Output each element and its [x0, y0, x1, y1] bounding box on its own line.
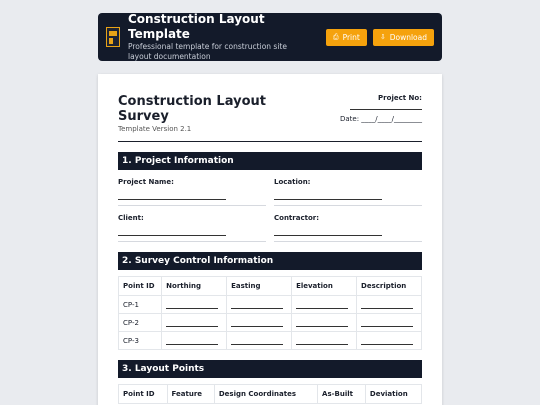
- project-meta: [340, 94, 422, 123]
- printer-icon: ⎙: [332, 32, 339, 41]
- print-button[interactable]: [326, 29, 367, 46]
- project-no-line[interactable]: [350, 102, 422, 110]
- print-label: Print: [342, 32, 360, 42]
- construction-logo-icon: [106, 27, 120, 47]
- description-cell[interactable]: [357, 314, 422, 332]
- point-id-cell: CP-1: [119, 296, 162, 314]
- download-label: Download: [389, 32, 427, 42]
- table-header-row: [119, 385, 422, 404]
- column-header: Easting: [227, 277, 292, 296]
- table-row: [119, 332, 422, 350]
- elevation-cell[interactable]: [292, 296, 357, 314]
- description-cell[interactable]: [357, 296, 422, 314]
- project-info-grid: [118, 170, 422, 242]
- project-no-label: Project No:: [378, 94, 422, 102]
- column-header: Deviation: [365, 385, 421, 404]
- document-page: [98, 74, 442, 405]
- date-field[interactable]: Date: ____/____/________: [339, 115, 422, 123]
- section-survey-control: 2. Survey Control Information: [118, 252, 422, 270]
- contractor-line[interactable]: [274, 222, 382, 236]
- header-subtitle: Professional template for construction site layout documentation: [128, 42, 287, 61]
- northing-cell[interactable]: [162, 332, 227, 350]
- column-header: Design Coordinates: [214, 385, 317, 404]
- table-row: [119, 314, 422, 332]
- elevation-cell[interactable]: [292, 332, 357, 350]
- template-version: Template Version 2.1: [118, 125, 192, 133]
- project-name-line[interactable]: [118, 186, 226, 200]
- point-id-cell: CP-2: [119, 314, 162, 332]
- table-header-row: [119, 277, 422, 296]
- client-field[interactable]: [118, 206, 266, 242]
- project-name-label: Project Name:: [118, 178, 174, 186]
- column-header: Feature: [167, 385, 214, 404]
- column-header: Description: [357, 277, 422, 296]
- header-title: Construction Layout Template: [128, 12, 265, 41]
- description-cell[interactable]: [357, 332, 422, 350]
- contractor-field[interactable]: [274, 206, 422, 242]
- download-icon: ⇩: [379, 33, 386, 41]
- column-header: As-Built: [318, 385, 366, 404]
- table-row: [119, 296, 422, 314]
- easting-cell[interactable]: [227, 314, 292, 332]
- column-header: Elevation: [292, 277, 357, 296]
- point-id-cell: CP-3: [119, 332, 162, 350]
- elevation-cell[interactable]: [292, 314, 357, 332]
- easting-cell[interactable]: [227, 332, 292, 350]
- easting-cell[interactable]: [227, 296, 292, 314]
- section-project-information: 1. Project Information: [118, 152, 422, 170]
- location-field[interactable]: [274, 170, 422, 206]
- header-text: [128, 12, 320, 62]
- document-title: Construction Layout Survey: [118, 94, 266, 124]
- section-layout-points: 3. Layout Points: [118, 360, 422, 378]
- column-header: Point ID: [119, 277, 162, 296]
- client-line[interactable]: [118, 222, 226, 236]
- project-name-field[interactable]: [118, 170, 266, 206]
- document-header: [118, 94, 422, 142]
- client-label: Client:: [118, 214, 144, 222]
- location-line[interactable]: [274, 186, 382, 200]
- app-header: [98, 13, 442, 61]
- download-button[interactable]: [373, 29, 434, 46]
- column-header: Point ID: [119, 385, 168, 404]
- location-label: Location:: [274, 178, 311, 186]
- column-header: Northing: [162, 277, 227, 296]
- contractor-label: Contractor:: [274, 214, 320, 222]
- survey-control-table: [118, 276, 422, 350]
- layout-points-table: [118, 384, 422, 404]
- northing-cell[interactable]: [162, 314, 227, 332]
- northing-cell[interactable]: [162, 296, 227, 314]
